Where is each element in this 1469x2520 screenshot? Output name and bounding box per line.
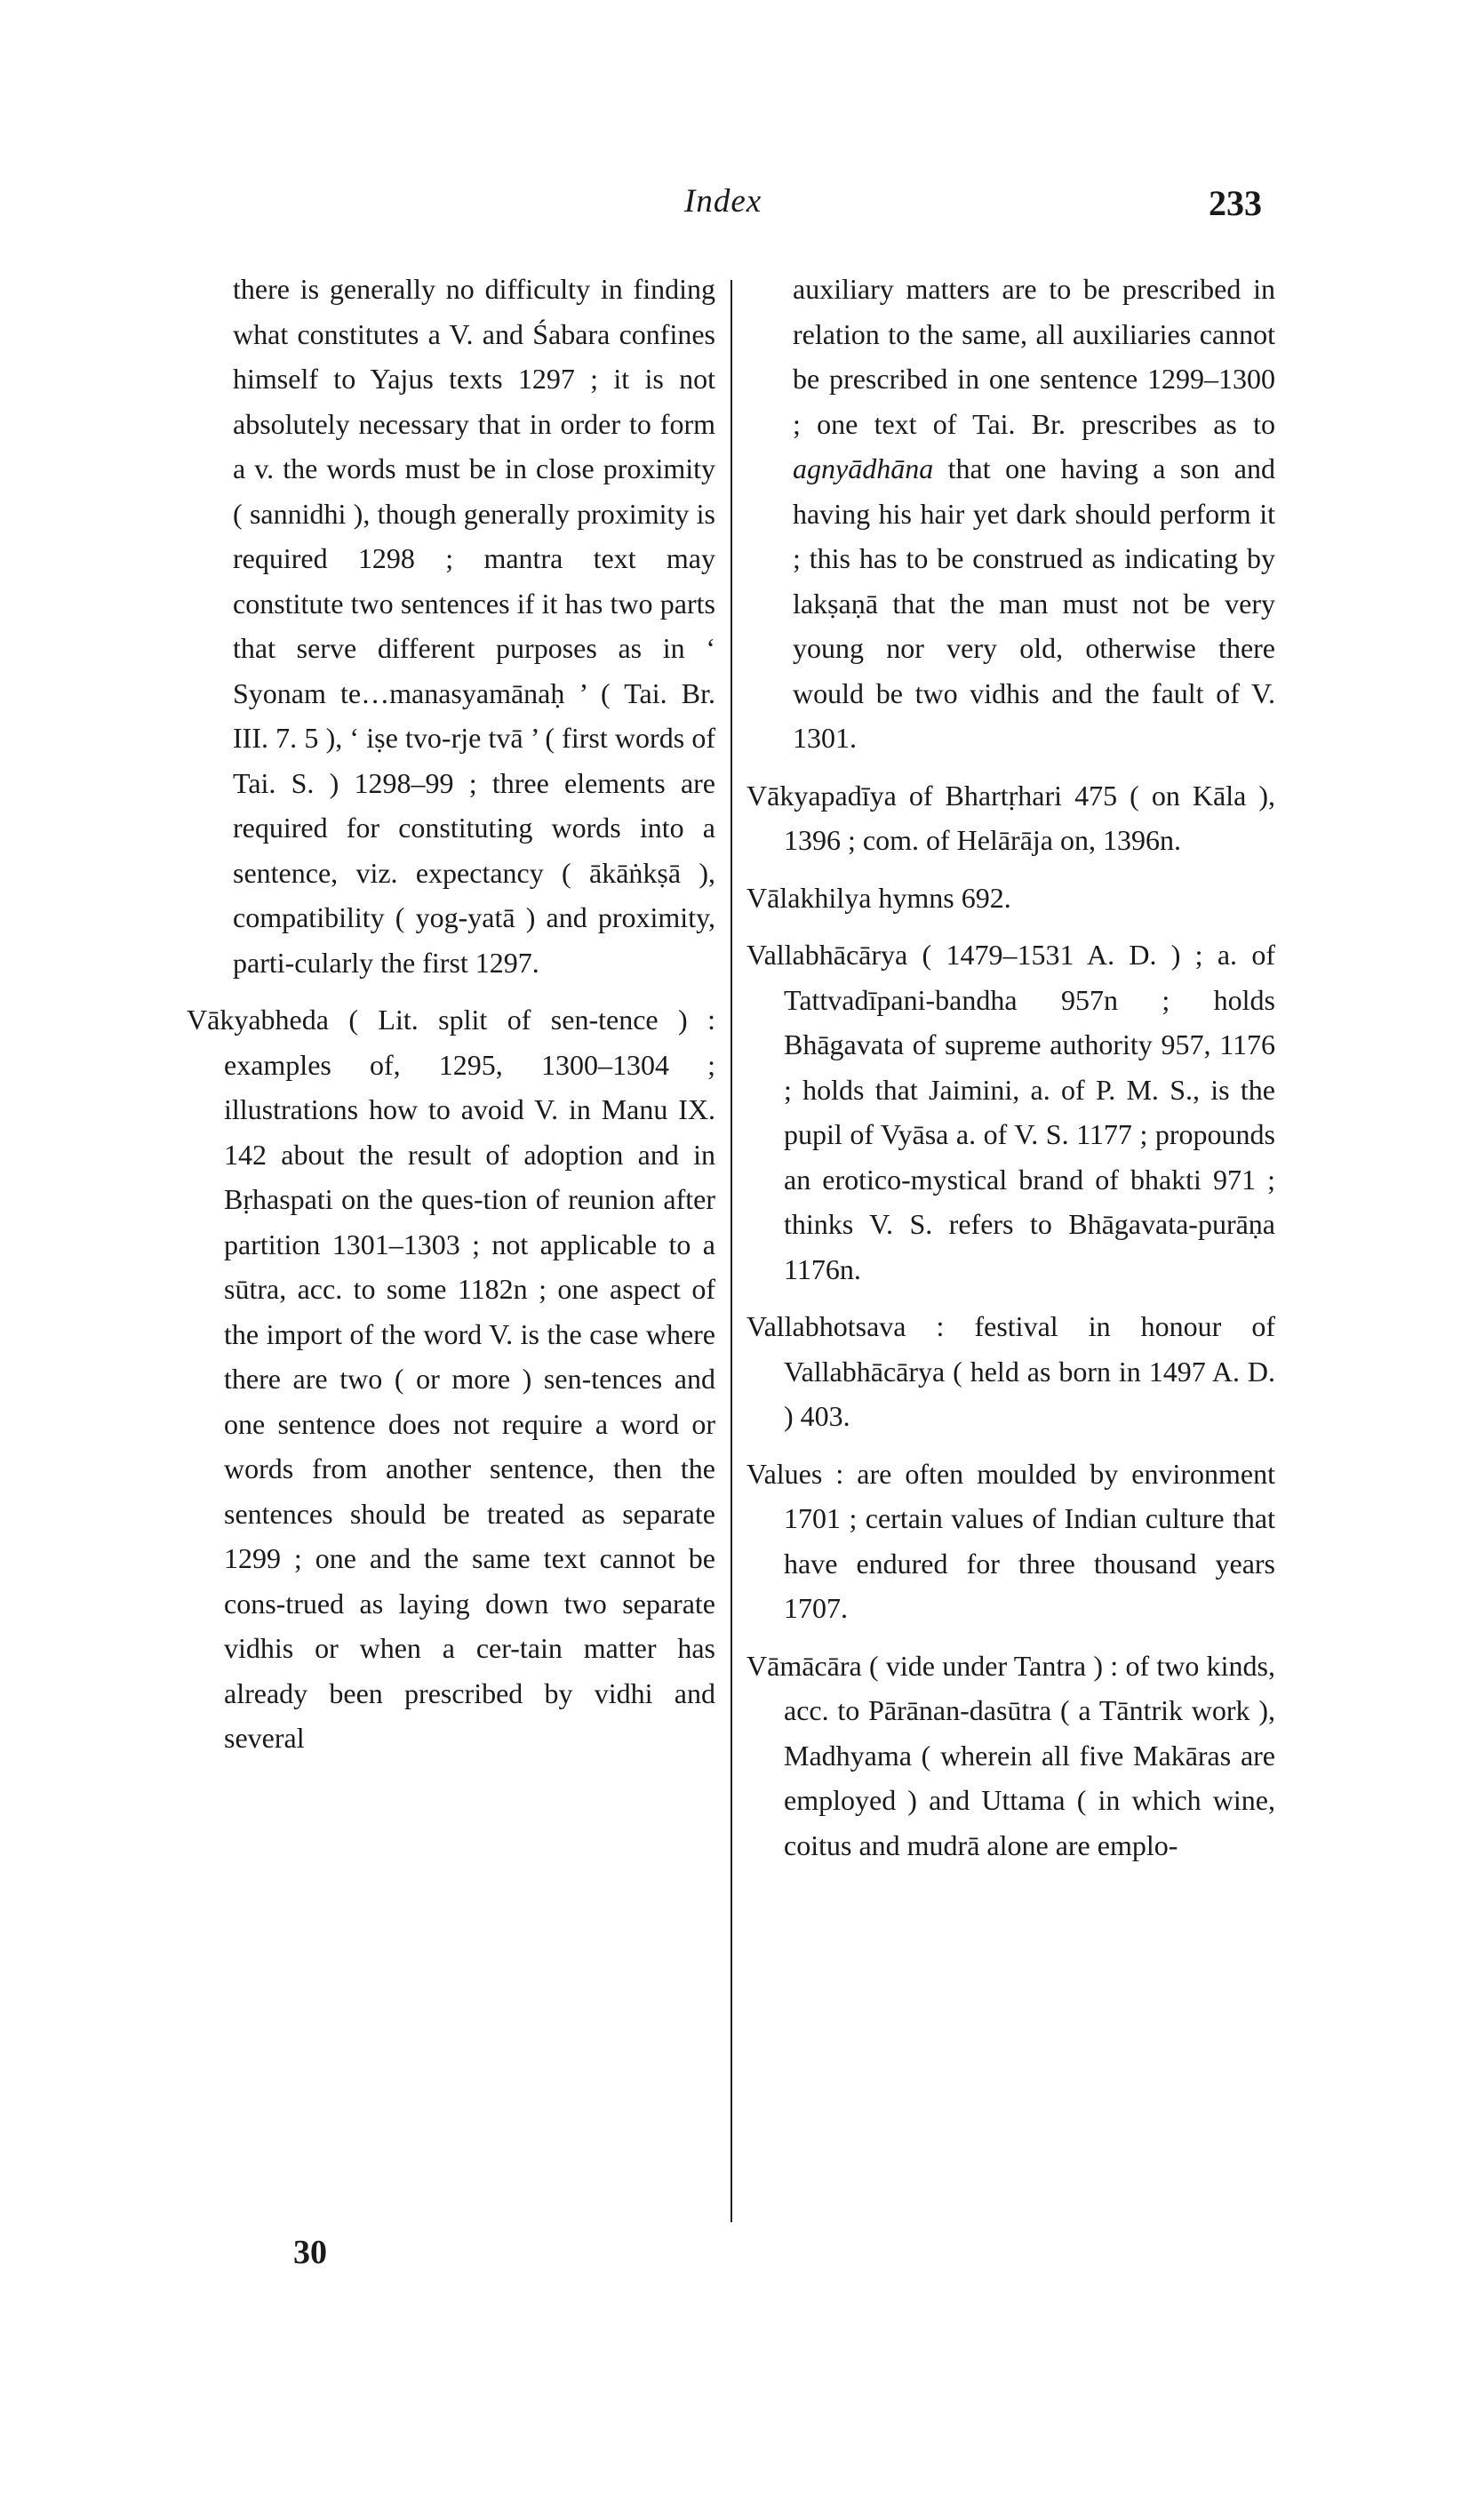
continuation-before: auxiliary matters are to be prescribed in relation to the same, all auxiliaries cannot be prescribed in one sentence 1299–1300 ; one text of Tai. Br. prescribes as to [793,273,1275,440]
index-entry-values: Values : are often moulded by environment 1701 ; certain values of Indian culture that have endured for three thousand years 1707. [746,1457,1275,1624]
continuation-text-right [746,267,1275,761]
running-head: Index [684,183,762,220]
right-column [746,267,1275,1868]
signature-mark: 30 [293,2234,327,2271]
left-column [187,267,715,1761]
index-entry-valakhilya: Vālakhilya hymns 692. [746,881,1011,914]
continuation-text: there is generally no difficulty in finding what constitutes a V. and Śabara confines himself to Yajus texts 1297 ; it is not absolutely necessary that in order to form a v. the words must be in close proximity ( sannidhi ), though generally proximity is required 1298 ; mantra text may constitute two sentences if it has two parts that serve different purposes as in ‘ Syonam te…manasyamānaḥ ’ ( Tai. Br. III. 7. 5 ), ‘ iṣe tvo-rje tvā ’ ( first words of Tai. S. ) 1298–99 ; three elements are required for constituting words into a sentence, viz. expectancy ( ākāṅkṣā ), compatibility ( yog-yatā ) and proximity, parti-cularly the first 1297. [233,273,715,979]
continuation-after: that one having a son and having his hair yet dark should perform it ; this has to be construed as indicating by lakṣaṇā that the man must not be very young nor very old, otherwise there would be two vidhis and the fault of V. 1301. [793,452,1276,754]
index-entry-vakyabheda: Vākyabheda ( Lit. split of sen-tence ) : examples of, 1295, 1300–1304 ; illustrations how to avoid V. in Manu IX. 142 about the result of adoption and in Bṛhaspati on the ques-tion of reunion after partition 1301–1303 ; not applicable to a sūtra, acc. to some 1182n ; one aspect of the import of the word V. is the case where there are two ( or more ) sen-tences and one sentence does not require a word or words from another sentence, then the sentences should be treated as separate 1299 ; one and the same text cannot be cons-trued as laying down two separate vidhis or when a cer-tain matter has already been prescribed by vidhi and several [187,1004,715,1754]
italic-term: agnyādhāna [793,452,934,484]
column-divider [731,280,732,2222]
index-entry-vamacara: Vāmācāra ( vide under Tantra ) : of two kinds, acc. to Pārānan-dasūtra ( a Tāntrik work ), Madhyama ( wherein all five Makāras are employed ) and Uttama ( in which wine, coitus and mudrā alone are emplo- [746,1649,1275,1861]
index-entry-vakyapadiya: Vākyapadīya of Bhartṛhari 475 ( on Kāla ), 1396 ; com. of Helārāja on, 1396n. [746,779,1275,856]
page-number: 233 [1209,183,1262,223]
index-entry-vallabhotsava: Vallabhotsava : festival in honour of Vallabhācārya ( held as born in 1497 A. D. ) 403. [746,1310,1275,1432]
index-entry-vallabhacarya: Vallabhācārya ( 1479–1531 A. D. ) ; a. of Tattvadīpani-bandha 957n ; holds Bhāgavata of supreme authority 957, 1176 ; holds that Jaimini, a. of P. M. S., is the pupil of Vyāsa a. of V. S. 1177 ; propounds an erotico-mystical brand of bhakti 971 ; thinks V. S. refers to Bhāgavata-purāṇa 1176n. [746,939,1275,1285]
